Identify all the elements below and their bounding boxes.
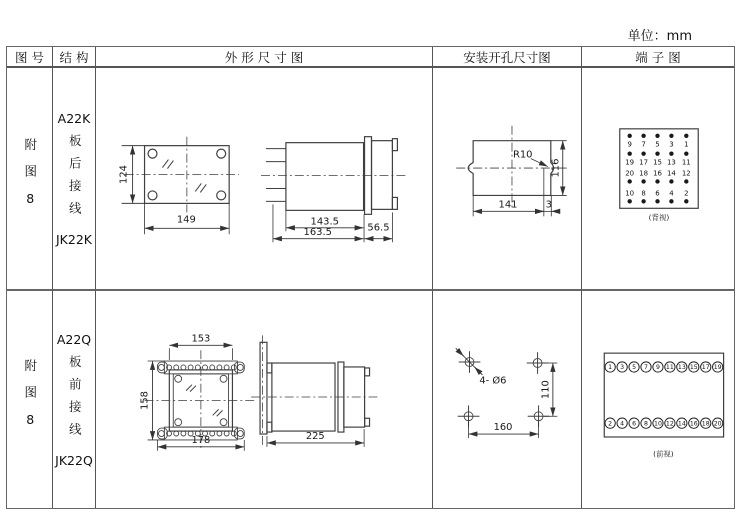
strip-screw (210, 364, 215, 369)
terminal-number: 16 (652, 169, 662, 178)
terminal-pin (669, 179, 673, 183)
front-view (119, 136, 239, 234)
terminal-pin (627, 179, 631, 183)
document-page (0, 19, 742, 521)
strip-screw (181, 431, 186, 436)
terminal-number: 20 (624, 169, 634, 178)
strip-screw (210, 431, 215, 436)
strip-screw (217, 364, 222, 369)
terminal-number: 9 (655, 363, 660, 371)
terminal-number: 10 (624, 188, 634, 197)
terminal-pin (655, 133, 659, 137)
terminal-number: 3 (668, 140, 674, 149)
side-view (251, 335, 379, 447)
front-view (140, 333, 255, 450)
terminal-number: 15 (689, 363, 698, 371)
terminal-number: 5 (654, 140, 660, 149)
row1-install-drawing (433, 68, 582, 291)
terminal-diagram-rear (583, 69, 734, 289)
terminal-number: 2 (683, 188, 689, 197)
terminal-number: 19 (624, 158, 634, 167)
dim-4-holes: 4- Ø6 (479, 375, 507, 387)
terminal-diagram-front (583, 292, 734, 508)
terminal-pin (641, 179, 645, 183)
dim-110: 110 (540, 379, 552, 399)
strip-screw (203, 364, 208, 369)
dim-153: 153 (191, 332, 211, 344)
terminal-pin (684, 179, 688, 183)
dim-3: 3 (545, 198, 552, 210)
terminal-number: 8 (640, 188, 646, 197)
dim-116: 116 (550, 158, 562, 178)
terminal-number: 11 (681, 158, 691, 167)
terminal-number: 14 (677, 419, 686, 427)
dim-178: 178 (191, 434, 211, 446)
dimension-table (6, 46, 735, 509)
terminal-number: 11 (665, 363, 674, 371)
terminal-number: 13 (677, 363, 686, 371)
terminal-number: 12 (681, 169, 691, 178)
terminal-number: 1 (683, 140, 689, 149)
outline-drawing-jk22q (96, 292, 432, 508)
row1-figure-no (7, 68, 53, 291)
terminal-number: 9 (626, 140, 632, 149)
figure-label: 附图8 (22, 358, 38, 441)
terminal-pin (684, 133, 688, 137)
strip-screw (231, 364, 236, 369)
terminal-number: 20 (713, 419, 722, 427)
terminal-pin (684, 151, 688, 155)
model-label: A22Q (56, 331, 92, 347)
terminal-number: 18 (701, 419, 710, 427)
header-install-holes: 安装开孔尺寸图 (433, 47, 582, 68)
terminal-circle-grid (605, 361, 723, 427)
header-terminal: 端 子 图 (582, 47, 734, 68)
terminal-pin (669, 133, 673, 137)
header-figure-no: 图 号 (7, 47, 53, 68)
terminal-number: 6 (631, 419, 636, 427)
strip-screw (174, 431, 179, 436)
terminal-pin-grid (625, 133, 690, 203)
terminal-number: 16 (689, 419, 698, 427)
terminal-pin (684, 199, 688, 203)
terminal-number: 1 (607, 363, 612, 371)
terminal-pin (641, 199, 645, 203)
terminal-number: 8 (643, 419, 648, 427)
row2-figure-no (7, 291, 53, 508)
strip-screw (231, 431, 236, 436)
terminal-pin (627, 199, 631, 203)
terminal-number: 13 (666, 158, 676, 167)
terminal-number: 7 (640, 140, 646, 149)
terminal-number: 17 (638, 158, 648, 167)
terminal-number: 4 (668, 188, 674, 197)
terminal-number: 15 (652, 158, 662, 167)
figure-label: 附图8 (22, 137, 38, 220)
terminal-number: 5 (631, 363, 636, 371)
terminal-number: 17 (701, 363, 710, 371)
row2-outline-drawing (96, 291, 433, 508)
install-hole-drawing-jk22q (433, 292, 581, 508)
code-label: JK22Q (55, 452, 93, 468)
terminal-number: 4 (619, 419, 624, 427)
dim-r10: R10 (512, 149, 533, 161)
terminal-pin (641, 151, 645, 155)
row2-install-drawing (433, 291, 582, 508)
header-structure: 结 构 (53, 47, 96, 68)
terminal-pin (627, 133, 631, 137)
dim-143-5: 143.5 (310, 215, 339, 227)
strip-screw (195, 364, 200, 369)
strip-screw (181, 364, 186, 369)
wiring-label: 板前接线 (67, 354, 83, 445)
install-hole-drawing-jk22k (433, 69, 581, 289)
terminal-number: 18 (638, 169, 648, 178)
terminal-number: 19 (713, 363, 722, 371)
terminal-pin (641, 133, 645, 137)
strip-screw (224, 431, 229, 436)
terminal-pin (627, 151, 631, 155)
row1-structure (53, 68, 96, 291)
dim-56-5: 56.5 (367, 221, 390, 233)
strip-screw (224, 364, 229, 369)
terminal-pin (655, 179, 659, 183)
row2-structure (53, 291, 96, 508)
row1-terminal-diagram (582, 68, 734, 291)
hatch-marks (162, 159, 206, 192)
dim-163-5: 163.5 (303, 226, 332, 238)
terminal-number: 7 (643, 363, 648, 371)
dim-141: 141 (498, 198, 518, 210)
terminal-number: 10 (653, 419, 662, 427)
strip-screw (188, 364, 193, 369)
terminal-caption: (前视) (652, 449, 674, 459)
terminal-pin (655, 151, 659, 155)
strip-screw (174, 364, 179, 369)
terminal-pin (669, 199, 673, 203)
terminal-strip-top (167, 364, 237, 369)
wiring-label: 板后接线 (67, 133, 83, 224)
unit-label: 单位：mm (627, 29, 692, 44)
code-label: JK22K (56, 231, 92, 247)
terminal-number: 3 (619, 363, 624, 371)
dim-158: 158 (139, 390, 151, 410)
dim-124: 124 (118, 164, 130, 184)
strip-screw (217, 431, 222, 436)
header-outline-dims: 外 形 尺 寸 图 (96, 47, 433, 68)
terminal-number: 12 (665, 419, 674, 427)
side-view (261, 136, 407, 242)
dim-225: 225 (305, 430, 325, 442)
outline-drawing-jk22k (96, 69, 432, 289)
model-label: A22K (57, 110, 91, 126)
dim-160: 160 (493, 421, 513, 433)
terminal-number: 6 (654, 188, 660, 197)
terminal-pin (655, 199, 659, 203)
mounting-holes (458, 351, 550, 427)
terminal-pin (669, 151, 673, 155)
row1-outline-drawing (96, 68, 433, 291)
row2-terminal-diagram (582, 291, 734, 508)
terminal-caption: (背视) (648, 212, 669, 222)
terminal-number: 2 (607, 419, 612, 427)
dim-149: 149 (176, 213, 196, 225)
terminal-number: 14 (666, 169, 676, 178)
